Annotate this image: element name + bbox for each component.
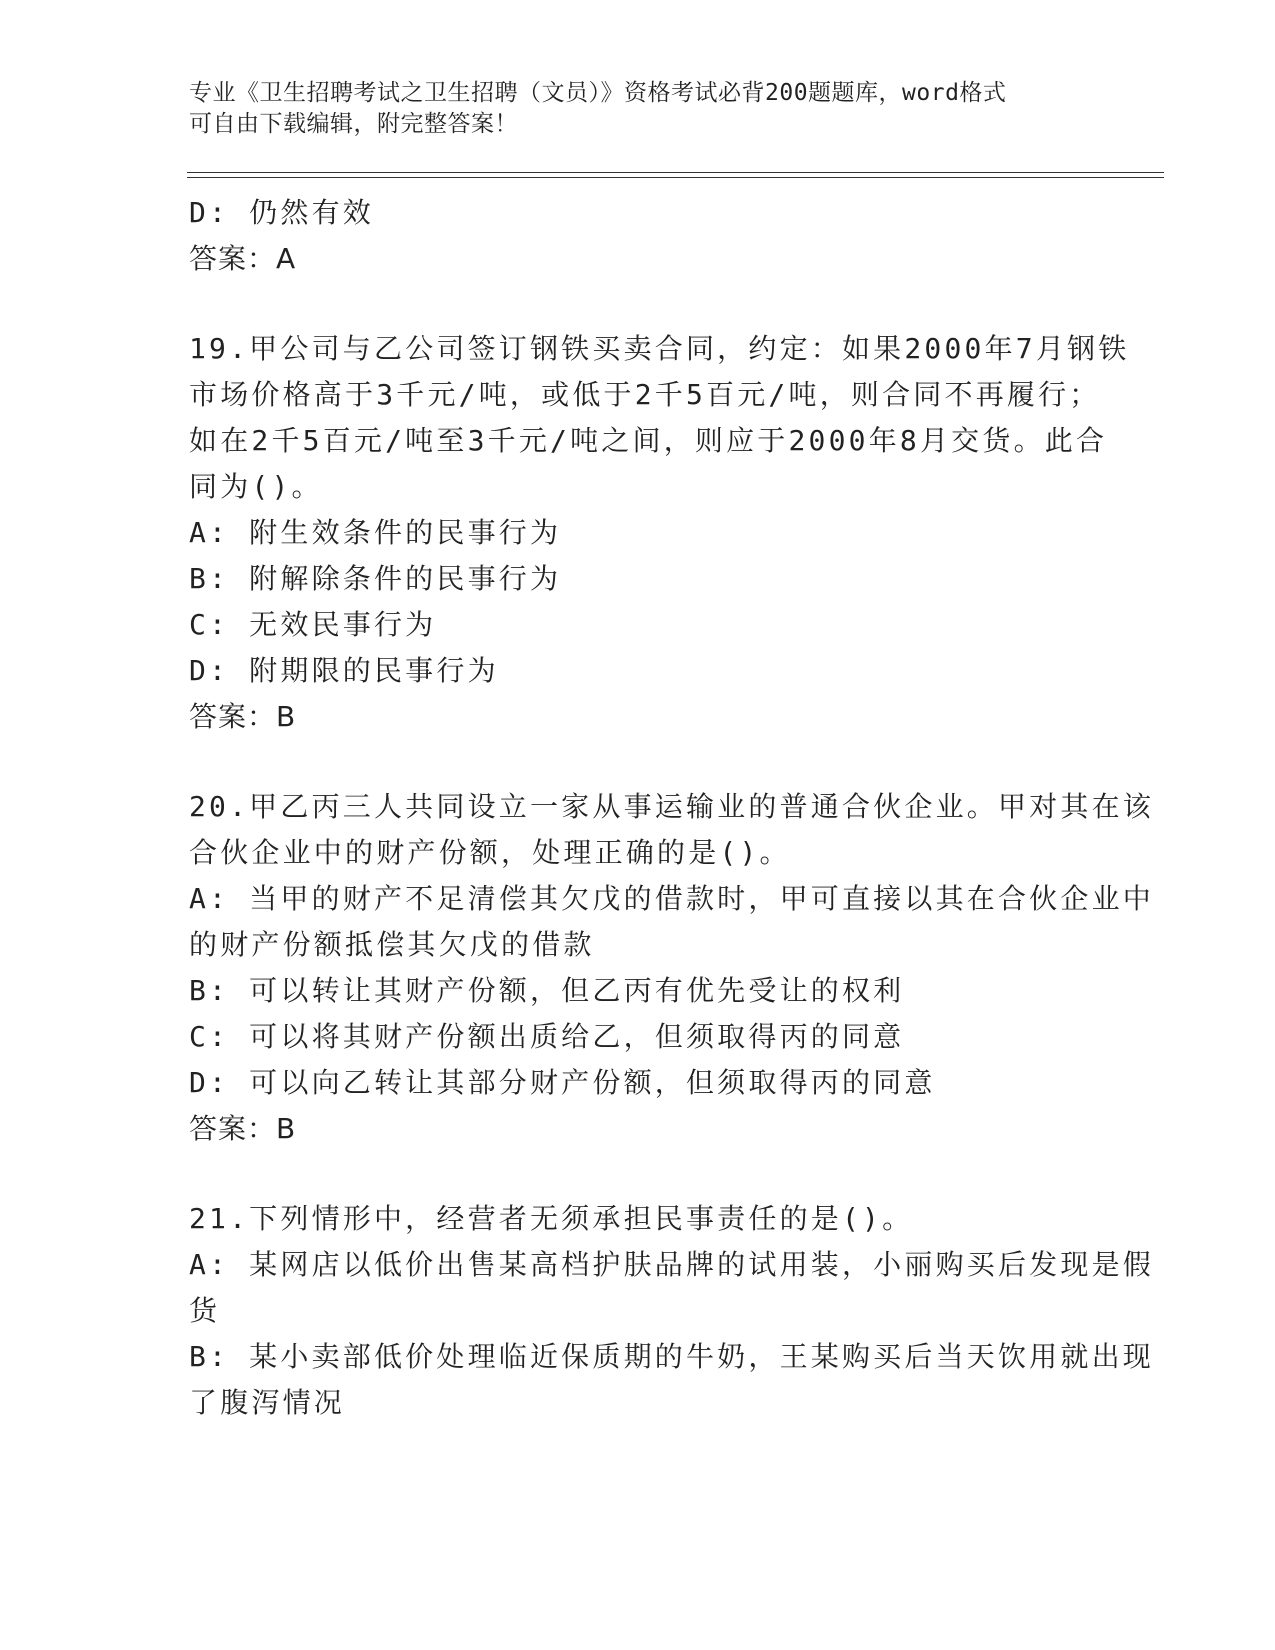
header-title-line-1: 专业《卫生招聘考试之卫生招聘（文员）》资格考试必背200题题库，word格式	[189, 80, 1007, 106]
header-title-line-2: 可自由下载编辑，附完整答案！	[189, 111, 518, 137]
option-b: B: 附解除条件的民事行为	[189, 562, 562, 595]
option-c: C: 无效民事行为	[189, 608, 437, 641]
option-a: A: 某网店以低价出售某高档护肤品牌的试用装，小丽购买后发现是假	[189, 1248, 1154, 1281]
option-d: D: 可以向乙转让其部分财产份额，但须取得丙的同意	[189, 1066, 936, 1099]
question-19	[189, 326, 1130, 740]
question-stem-line: 市场价格高于3千元/吨，或低于2千5百元/吨，则合同不再履行；	[189, 378, 1101, 411]
question-20	[189, 784, 1154, 1152]
header-rule-top	[187, 172, 1164, 173]
option-b: B: 可以转让其财产份额，但乙丙有优先受让的权利	[189, 974, 905, 1007]
option-a-continued: 的财产份额抵偿其欠戊的借款	[189, 928, 595, 961]
spacer	[189, 1152, 1089, 1196]
question-stem-line: 合伙企业中的财产份额，处理正确的是()。	[189, 836, 791, 869]
prev-answer: 答案：A	[189, 242, 297, 275]
question-21	[189, 1196, 1154, 1426]
option-a: A: 附生效条件的民事行为	[189, 516, 562, 549]
answer: 答案：B	[189, 700, 297, 733]
option-b: B: 某小卖部低价处理临近保质期的牛奶，王某购买后当天饮用就出现	[189, 1340, 1154, 1373]
answer: 答案：B	[189, 1112, 297, 1145]
question-stem-line: 19.甲公司与乙公司签订钢铁买卖合同，约定：如果2000年7月钢铁	[189, 332, 1130, 365]
question-stem-line: 20.甲乙丙三人共同设立一家从事运输业的普通合伙企业。甲对其在该	[189, 790, 1154, 823]
prev-option-d: D: 仍然有效	[189, 196, 374, 229]
option-b-continued: 了腹泻情况	[189, 1386, 346, 1419]
option-c: C: 可以将其财产份额出质给乙，但须取得丙的同意	[189, 1020, 905, 1053]
question-stem-line: 如在2千5百元/吨至3千元/吨之间，则应于2000年8月交货。此合	[189, 424, 1108, 457]
option-d: D: 附期限的民事行为	[189, 654, 499, 687]
spacer	[189, 282, 1089, 326]
option-a: A: 当甲的财产不足清偿其欠戊的借款时，甲可直接以其在合伙企业中	[189, 882, 1154, 915]
question-stem-line: 同为()。	[189, 470, 323, 503]
spacer	[189, 740, 1089, 784]
header-rule-bottom	[187, 177, 1164, 178]
question-stem-line: 21.下列情形中，经营者无须承担民事责任的是()。	[189, 1202, 914, 1235]
document-content	[189, 190, 1154, 1426]
option-a-continued: 货	[189, 1294, 221, 1327]
